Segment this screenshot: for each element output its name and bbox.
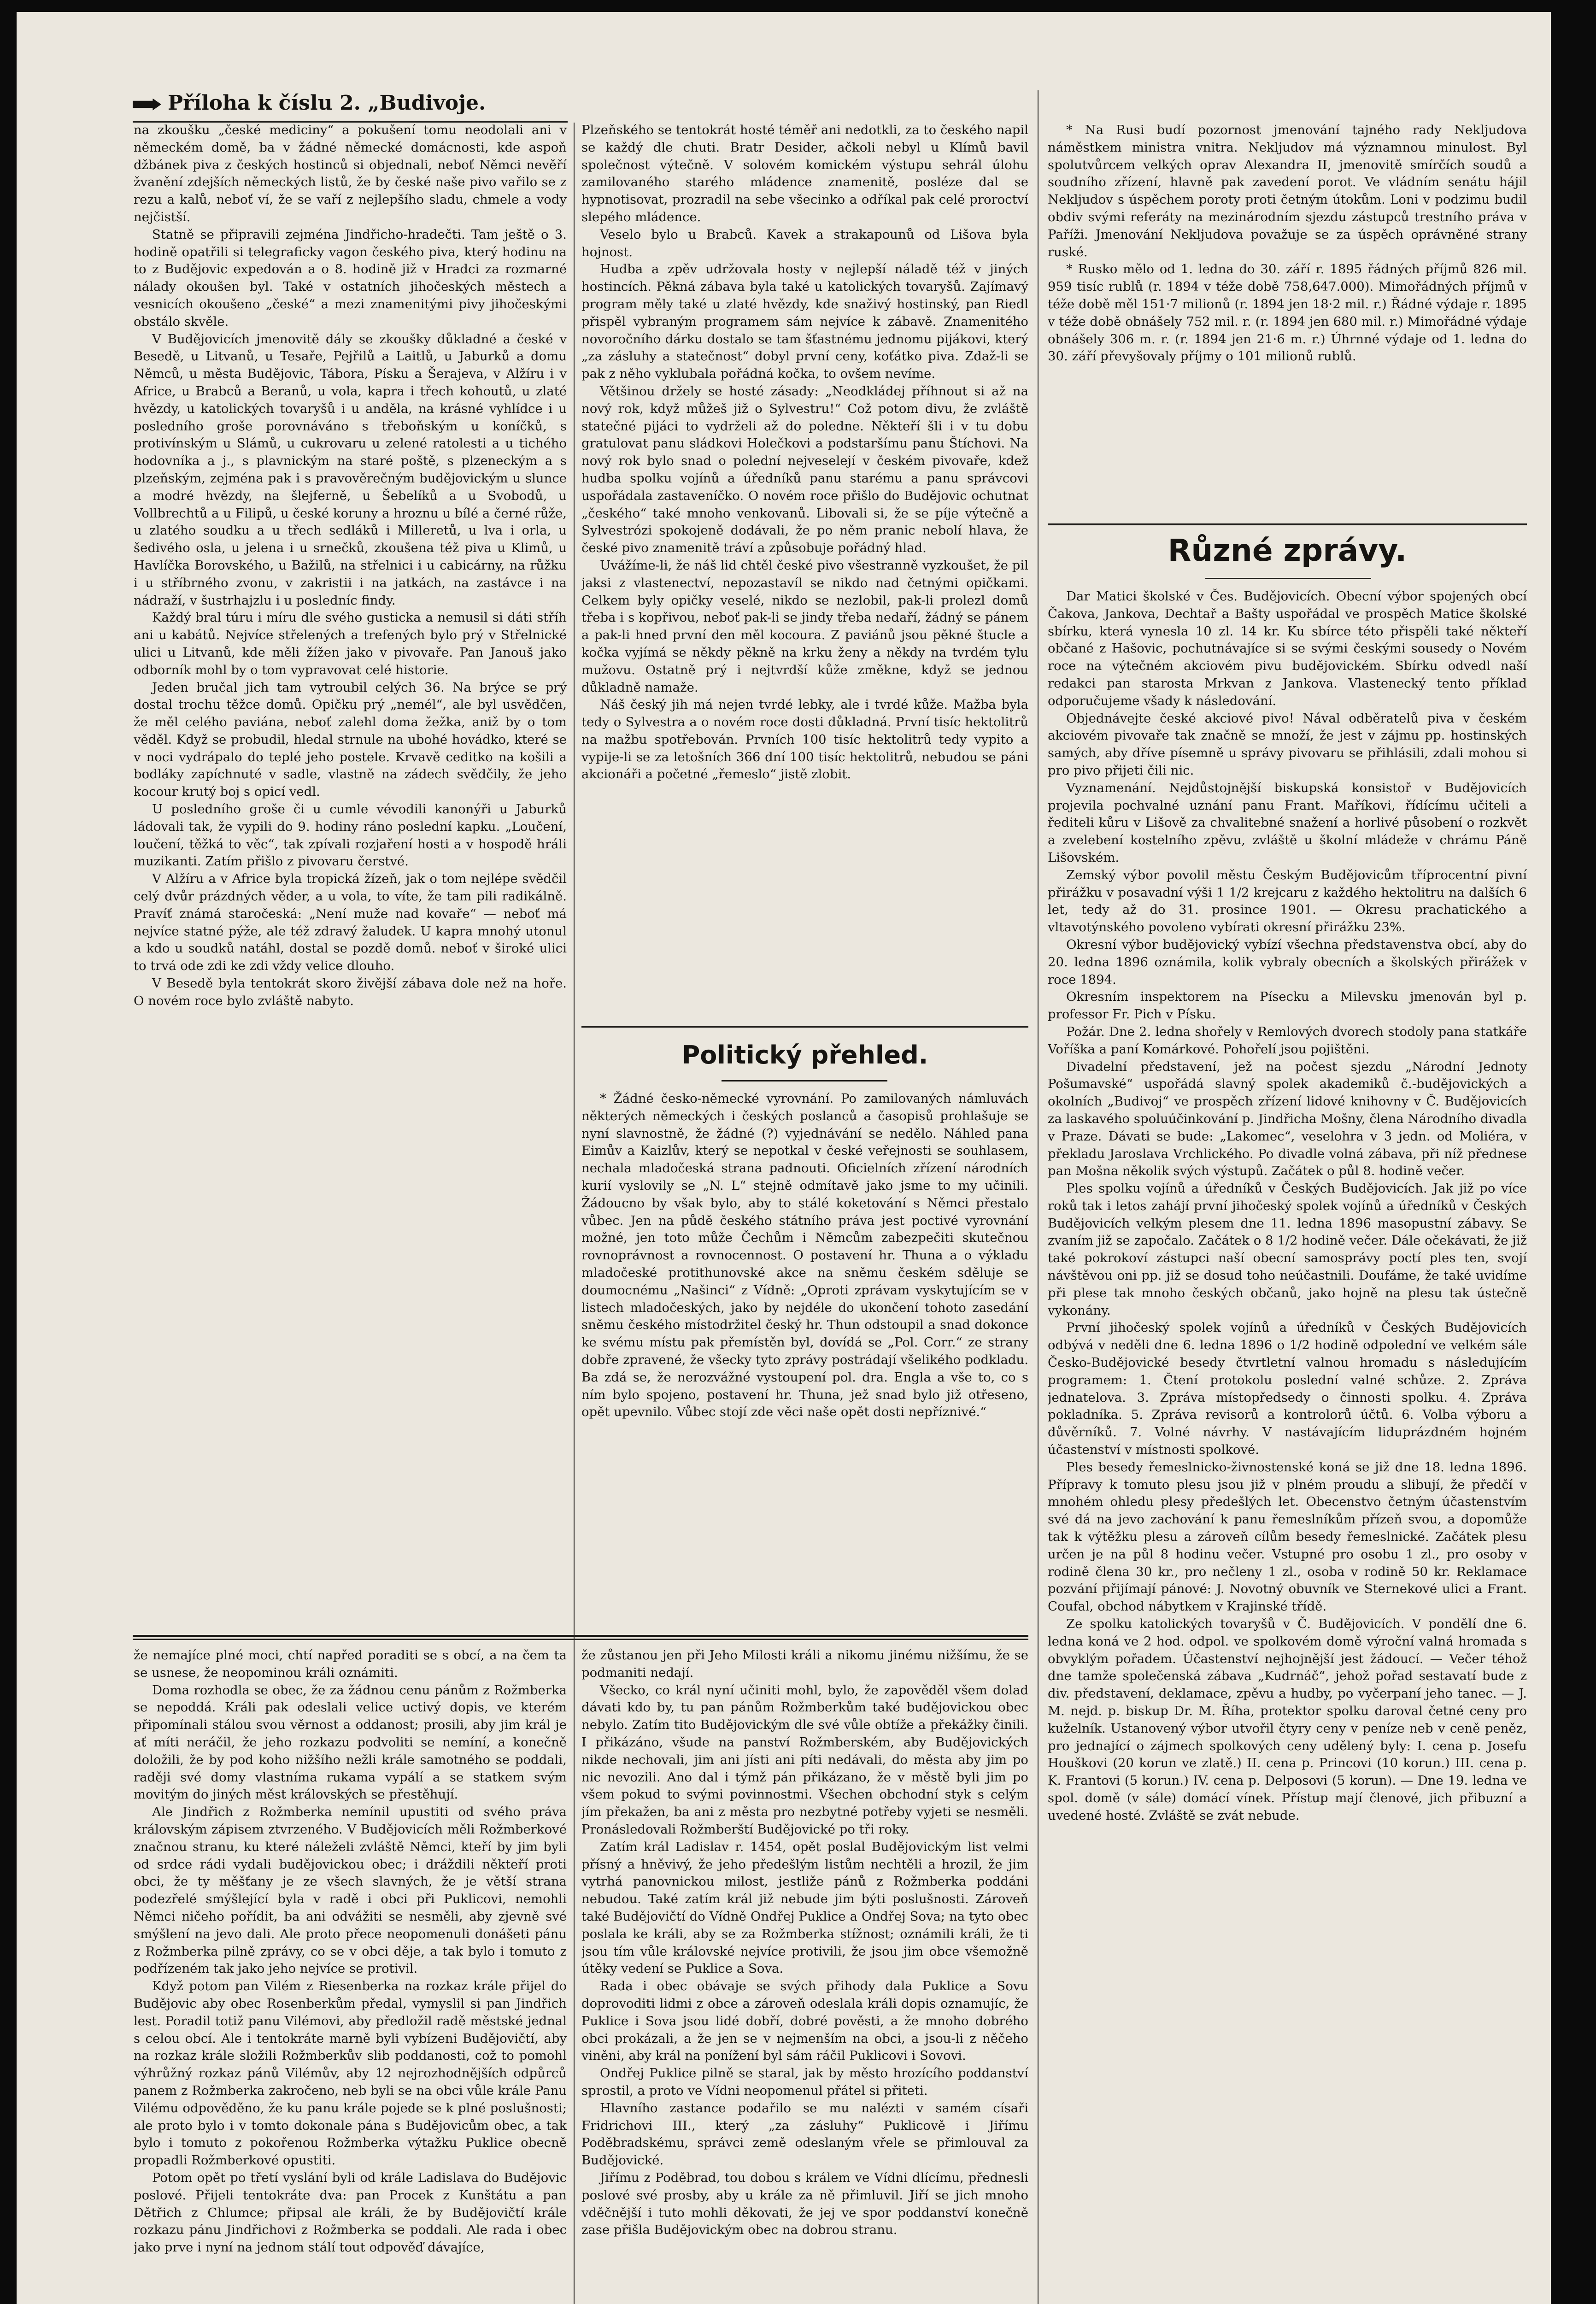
paragraph: Ale Jindřich z Rožmberka nemínil upustiti od svého práva královským zápisem ztvrzeného. V Budějovicích měli Rožmberkové značnou stranu, ku které náleželi zvláště Němci, kteří by jim byli od srdce rádi vydali budějovickou obec; i dráždili někteří proti obci, že ty měšťany je ze všech slavných, že je větší strana podezřelé smýšlející byla v radě i obci při Puklicovi, nemohli Němci ničeho pořídit, ba ani odvážiti se nesměli, aby zjevně své smýšlení na jevo dali. Ale proto přece neopomenuli donášeti pánu z Rožmberka pilně zprávy, co se v obci děje, a tak bylo i tomuto z podřízeném tak jako jeho nejvíce se protivil.: [134, 1804, 567, 1976]
politics-column: [581, 1090, 1028, 1625]
paragraph: že nemajíce plné moci, chtí napřed poraditi se s obcí, a na čem ta se usnese, že neopominou králi oznámiti.: [134, 1648, 567, 1680]
section-rule: [1048, 523, 1527, 525]
paragraph: Většinou držely se hosté zásady: „Neodkládej příhnout si až na nový rok, když můžeš již o Sylvestru!“ Což potom divu, že zvláště statečné pijáci to vydrželi až do poledne. Někteří šli i v tu dobu gratulovat panu sládkovi Holečkovi a podstaršímu panu Štíchovi. Na nový rok bylo snad o polední nejveselejí v českém pivovaře, kdež hudba spolku vojínů a úředníků panu starému a panu správcovi uspořádala zastaveníčko. O novém roce přišlo do Budějovic ochutnat „českého“ také mnoho venkovanů. Libovali si, že se píje výtečně a Sylvestrózi spokojeně dodávali, že po něm pranic nebolí hlava, že české pivo znamenitě tráví a způsobuje pořádný hlad.: [581, 383, 1028, 556]
paragraph: Zatím král Ladislav r. 1454, opět poslal Budějovickým list velmi přísný a hněvivý, že jeho předešlým listům nechtěli a hrozil, že jim vytrhá panovnickou milost, jestliže pánů z Rožmberka poddáni nebudou. Také zatím král již nebude jim býti poslušnosti. Zároveň také Budějovičtí do Vídně Ondřej Puklice a Ondřej Sova; na tyto obec poslala ke králi, aby se za Rožmberka stížnost; oznámili králi, že ti jsou tím vůle královské nejvíce protivili, že jsou jim obce všemožně útěky vedení se Puklice a Sova.: [581, 1839, 1028, 1976]
news-item: Divadelní představení, jež na počest sjezdu „Národní Jednoty Pošumavské“ uspořádá slavný spolek akademiků č.-budějovických a okolních „Budivoj“ ve prospěch zřízení lidové knihovny v Č. Budějovicích za laskavého spoluúčinkování p. Jindřicha Mošny, člena Národního divadla v Praze. Dávati se bude: „Lakomec“, veselohra v 3 jedn. od Moliéra, v překladu Jaroslava Vrchlického. Po divadle volná zábava, při níž přednese pan Mošna několik svých výstupů. Začátek o půl 8. hodině večer.: [1048, 1059, 1527, 1179]
paragraph: Uvážíme-li, že náš lid chtěl české pivo všestranně vyzkoušet, že pil jaksi z vlastenectví, nepozastavíl se nikdo nad četnými opičkami. Celkem byly opičky veselé, nikdo se nezlobil, pak-li prolezl domů třeba i s kopřivou, neboť pak-li se jindy třeba nedaří, žádný se pánem a pak-li hned první den měl kocoura. Z paviánů jsou pěkné štucle a kočka vyjímá se někdy pěkně na krku ženy a někdy na tvrdém tylu mužovu. Ostatně prý i nejtvrdší kůže změkne, když se jednou důkladně namaže.: [581, 558, 1028, 695]
newspaper-page: [17, 12, 1551, 2304]
news-item: Vyznamenání. Nejdůstojnější biskupská konsistoř v Budějovicích projevila pochvalné uznání panu Frant. Maříkovi, řídícímu učiteli a řediteli kůru v Lišově za chvalitebné snažení a horlivé působení o rozkvět a zvelebení kostelního zpěvu, zvláště u školní mládeže v chrámu Páně Lišovském.: [1048, 780, 1527, 865]
news-item: Okresním inspektorem na Písecku a Milevsku jmenován byl p. professor Fr. Pich v Písku.: [1048, 989, 1527, 1022]
news-item: Ples spolku vojínů a úředníků v Českých Budějovicích. Jak již po více roků tak i letos zahájí první jihočeský spolek vojínů a úředníků v Českých Budějovicích velkým plesem dne 11. ledna 1896 masopustní zábavy. Se zvaním již se započalo. Začátek o 8 1/2 hodině večer. Dále očekávati, že již také pokrokoví zástupci naší obecní samosprávy poctí ples ten, svojí návštěvou oni pp. již se dosud toho neúčastnili. Doufáme, že také uvidíme při plese tak mnoho českých občanů, jako hojně na plesu tak ústečně vykonány.: [1048, 1181, 1527, 1318]
section-rule: [581, 1026, 1028, 1028]
paragraph: Jiřímu z Poděbrad, tou dobou s králem ve Vídni dlícímu, přednesli poslové své prosby, aby u krále za ně přimluvil. Jiří se jich mnoho vděčnější i tuto mohli děkovati, že jej ve spor poddanství konečně zase přišla Budějovickým obec na dobrou stranu.: [581, 2170, 1028, 2238]
header-title: Příloha k číslu 2. „Budivoje.: [168, 91, 486, 115]
politics-title: Politický přehled.: [681, 1040, 928, 1070]
paragraph: že zůstanou jen při Jeho Milosti králi a nikomu jinému nižšímu, že se podmaniti nedají.: [581, 1648, 1028, 1680]
paragraph: Plzeňského se tentokrát hosté téměř ani nedotkli, za to českého napil se každý dle chuti. Bratr Desider, ačkoli nebyl u Klímů bavil společnost výtečně. V solovém komickém výstupu sehrál úlohu zamilovaného starého mládence znamenitě, posléze dal se hypnotisovat, prozradil na sebe všecinko a odříkal pak celé proroctví slepého mládence.: [581, 123, 1028, 224]
paragraph: Jeden bručal jich tam vytroubil celých 36. Na brýce se prý dostal trochu těžce domů. Opičku prý „nemél“, ale byl usvědčen, že měl celého paviána, neboť zalehl doma žežka, aniž by o tom věděl. Když se probudil, hledal strnule na ubohé hovádko, které se v noci vydrápalo do teplé jeho postele. Krvavě ceditko na košili a bodláky zapíchnuté v sadle, vlastně na zádech svědčily, že jeho kocour krutý boj s opicí vedl.: [134, 680, 567, 799]
paragraph: Doma rozhodla se obec, že za žádnou cenu pánům z Rožmberka se nepoddá. Králi pak odeslali velice uctivý dopis, ve kterém připomínali stálou svou věrnost a oddanost; prosili, aby jim král je ať míti neráčil, že jeho rozkazu podvoliti se nemíní, a konečně doložili, že by pod koho nižšího nežli krále samotného se poddali, raději své domy vlastníma rukama vypálí a se statkem svým movitým do jiných měst královských se přestěhují.: [134, 1682, 567, 1802]
paragraph: V Alžíru a v Africe byla tropická žízeň, jak o tom nejlépe svědčil celý dvůr prázdných věder, a u vola, to víte, že tam pili radikálně. Pravíť známá staročeská: „Není muže nad kovaře“ — neboť má nejvíce statné pýže, ale též zdravý žaludek. U kapra mnohý utonul a kdo u soudků natáhl, dostal se pozdě domů. neboť v široké ulici to trvá ode zdi ke zdi vždy velice dlouho.: [134, 871, 567, 974]
news-item: První jihočeský spolek vojínů a úředníků v Českých Budějovicích odbývá v neděli dne 6. ledna 1896 o 1/2 hodině odpolední ve velkém sále Česko-Budějovické besedy čtvrtletní valnou hromadu s následujícím programem: 1. Čtení protokolu poslední valné schůze. 2. Zpráva jednatelova. 3. Zpráva místopředsedy o činnosti spolku. 4. Zpráva pokladníka. 5. Zpráva revisorů a kontrolorů účtů. 6. Volba výboru a důvěrníků. 7. Volné návrhy. V nastávajícím liduprázdném hojném účastenství v místnosti spolkové.: [1048, 1320, 1527, 1458]
paragraph: Když potom pan Vilém z Riesenberka na rozkaz krále přijel do Budějovic aby obec Rosenberkům předal, vymyslil si pan Jindřich lest. Poradil totiž panu Vilémovi, aby předložil radě městské jednal s celou obcí. Ale i tentokráte marně byli vybízeni Budějovičtí, aby na rozkaz krále složili Rožmberkův slib poddanosti, což to pomohl výhrůžný rozkaz pánů Vilémův, aby 12 nejrozhodnějších odpůrců panem z Rožmberka zakročeno, neb byli se na obci vůle krále Panu Vilému odpověděno, že ku panu krále pojede se k plné poslušnosti; ale proto bylo i v tomto dokonale pána s Budějovicům obec, a tak bylo i tomuto z pokořenou Rožmberka výtažku Puklice obecně propadli Rožmberkové opustiti.: [134, 1979, 567, 2168]
paragraph: Potom opět po třetí vyslání byli od krále Ladislava do Budějovic poslové. Přijeli tentokráte dva: pan Procek z Kunštátu a pan Dětřich z Chlumce; připsal ale králi, že by Budějovičtí krále rozkazu pánu Jindřichovi z Rožmberka se poddali. Ale rada i obec jako prve i nyní na jednom stálí tout odpověď dávajíce,: [134, 2170, 567, 2255]
paragraph: Veselo bylo u Brabců. Kavek a strakapounů od Lišova byla hojnost.: [581, 227, 1028, 259]
news-title: Různé zprávy.: [1168, 533, 1407, 568]
news-item: Požár. Dne 2. ledna shořely v Remlových dvorech stodoly pana statkáře Voříška a paní Komárkové. Pohořelí jsou pojištěni.: [1048, 1024, 1527, 1057]
paragraph: Ondřej Puklice pilně se staral, jak by město hrozícího poddanství sprostil, a proto ve Vídni neopomenul přátel si přiteti.: [581, 2066, 1028, 2098]
news-item: Objednávejte české akciové pivo! Nával odběratelů piva v českém akciovém pivovaře tak značně se množí, že jest v zájmu pp. hostinských samých, aby dříve písemně u správy pivovaru se přihlásili, zdali mohou si pro pivo přijeti čili nic.: [1048, 711, 1527, 778]
pointing-hand-icon: [133, 99, 161, 111]
paragraph: Rada i obec obávaje se svých přihody dala Puklice a Sovu doprovoditi lidmi z obce a zároveň odeslala králi dopis oznamujíc, že Puklice i Sova jsou lidé dobří, dobré pověsti, a že mnoho dobrého obci prokázali, a že jen se v nejmenším na obci, a jsou-li z něčeho viněni, aby král na ponížení byl sám ráčil Puklicovi i Sovovi.: [581, 1979, 1028, 2063]
feuilleton-rule: [133, 1639, 1028, 1640]
news-item: Ze spolku katolických tovaryšů v Č. Budějovicích. V pondělí dne 6. ledna koná ve 2 hod. odpol. ve spolkovém domě výroční valná hromada s obvyklým pořadem. Účastenství nejhojnější jest žádoucí. — Večer téhož dne tamže společenská zábava „Kudrnáč“, jehož pořad sestavatí bude z div. představení, deklamace, zpěvu a hudby, po vyčerpaní jeho tanec. — J. M. nejd. p. biskup Dr. M. Říha, protektor spolku daroval četné ceny pro kuželník. Ustanovený výbor utvořil čtyry ceny v peníze neb v ceně peněz, pro jednající o zájmech spolkových ceny udělený byly: I. cena p. Josefu Houškovi (20 korun ve zlatě.) II. cena p. Princovi (10 korun.) III. cena p. K. Frantovi (5 korun.) IV. cena p. Delposovi (5 korun). — Dne 19. ledna ve spol. domě (v sále) domácí vínek. Přístup mají členové, jich přibuzní a uvedené hosté. Zvláště se zvát nebude.: [1048, 1616, 1527, 1823]
column-divider: [1038, 90, 1039, 2304]
page-header: [133, 91, 570, 119]
column-divider: [574, 123, 575, 2304]
news-item: Ples besedy řemeslnicko-živnostenské koná se již dne 18. ledna 1896. Přípravy k tomuto plesu jsou již v plném proudu a slibují, že předčí v mnohém ohledu plesy předešlých let. Obecenstvo četným účastenstvím své dá na jevo zachování k panu řemeslníkům přízeň svou, a dopomůže tak k výtěžku plesu a zároveň cílům besedy řemeslnické. Začátek plesu určen je na půl 8 hodinu večer. Vstupné pro osobu 1 zl., pro osoby v rodině člena 30 kr., pro nečleny 1 zl., osoba v rodině 50 kr. Reklamace pozvání přijímají pánové: J. Novotný obuvník ve Sternekové ulici a Frant. Coufal, obchod nábytkem v Krajinské třídě.: [1048, 1459, 1527, 1614]
feuilleton-column-2: [581, 1647, 1028, 2304]
paragraph: Hlavního zastance podařilo se mu nalézti v samém císaři Fridrichovi III., který „za zásluhy“ Puklicově i Jiřímu Poděbradskému, správci země odeslaným vřele se přimlouval za Budějovické.: [581, 2100, 1028, 2168]
title-underline: [722, 1080, 887, 1081]
feuilleton-column-1: [134, 1647, 567, 2304]
paragraph: Každý bral túru i míru dle svého gusticka a nemusil si dáti stříh ani u kabátů. Nejvíce střelených a trefených bylo prý v Střelnické ulici u Litvanů, kde měli žížen jako v pivovaře. Pan Janouš jako odborník mohl by o tom vypravovat celé historie.: [134, 610, 567, 677]
column-2-top: [581, 122, 1028, 1025]
paragraph: Statně se připravili zejména Jindřicho-hradečti. Tam ještě o 3. hodině opatřili si telegraficky vagon českého piva, který hodinu na to z Budějovic expedován a o 8. hodině již v Hradci za rozmarné nálady okoušen byl. Také v ostatních jihočeských městech a vesnicích okoušeno „české“ a mezi znamenitými pivy jihočeskými obstálo skvěle.: [134, 227, 567, 329]
paragraph: * Rusko mělo od 1. ledna do 30. září r. 1895 řádných příjmů 826 mil. 959 tisíc rublů (r. 1894 v téže době 758,647.000). Mimořádných příjmů v téže době měl 151·7 milionů (r. 1894 jen 18·2 mil. r.) Řádné výdaje r. 1895 v téže době obnášely 752 mil. r. (r. 1894 jen 680 mil. r.) Mimořádné výdaje obnášely 306 m. r. (r. 1894 jen 21·6 m. r.) Úhrnné výdaje od 1. ledna do 30. září převyšovaly příjmy o 101 milionů rublů.: [1048, 262, 1527, 364]
news-item: Okresní výbor budějovický vybízí všechna představenstva obcí, aby do 20. ledna 1896 oznámila, kolik vybraly obecních a školských přirážek v roce 1894.: [1048, 937, 1527, 987]
paragraph: na zkoušku „české mediciny“ a pokušení tomu neodolali ani v německém domě, ba v žádné německé domácnosti, kde aspoň džbánek piva z českých hostinců si objednali, neboť Němci nevěří žvanění zdejších německých listů, že by české naše pivo vařilo se z rezu a kalů, neboť ví, že se vaří z nejlepšího sladu, chmele a vody nejčistší.: [134, 123, 567, 224]
paragraph: Všecko, co král nyní učiniti mohl, bylo, že zapověděl všem dolad dávati kdo by, tu pan pánům Rožmberkům také budějovickou obec nebylo. Zatím tito Budějovickým dle své vůle obtíže a překážky činili. I přikázáno, všude na panství Rožmberském, aby Budějovických nikde nechovali, jim ani jísti ani píti nedávali, do města aby jim po nic nevozili. Ano dal i týmž pán přikázano, že v městě byli jim po všem pokud to svými povinnostmi. Všechen obchodní styk s celým jím překažen, ba ani z města pro nezbytné potřeby vyjeti se nesměli. Pronásledovali Rožmberští Budějovické po tři roky.: [581, 1682, 1028, 1837]
paragraph: * Žádné česko-německé vyrovnání. Po zamilovaných námluvách některých německých i českých poslanců a časopisů prohlašuje se nyní slavnostně, že žádné (?) vyjednávání se nedělo. Náhled pana Eimův a Kaizlův, který se nepotkal v české veřejnosti se souhlasem, nechala mladočeská strana padnouti. Oficielních zřízení národních kurií vyslovily se „N. L“ stejně odmítavě jako jsme to my učinili. Žádoucno by však bylo, aby to stálé koketování s Němci přestalo vůbec. Jen na půdě českého státního práva jest poctivé vyrovnání možné, jen toto může Čechům i Němcům zabezpečiti skutečnou rovnoprávnost a rovnocennost. O postavení hr. Thuna a o výkladu mladočeské protithunovské akce na sněmu českém sděluje se doumocnému „Našinci“ z Vídně: „Oproti zprávam vyskytujícím se v listech mladočeských, jako by nejdéle do ukončení tohoto zasedání sněmu českého místodržitel český hr. Thun odstoupil a snad dokonce ke svému místu pak přemístěn byl, dovídá se „Pol. Corr.“ ze strany dobře zpravené, že všecky tyto zprávy postrádají všelikého podkladu. Ba zdá se, že nerozvážné vystoupení pol. dra. Engla a vše to, co s ním bylo spojeno, postavení hr. Thuna, jež snad bylo již otřeseno, opět upevnilo. Vůbec stojí zde věci naše opět dosti nepříznivé.“: [581, 1091, 1028, 1420]
column-1-top: [134, 122, 567, 1624]
news-item: Dar Matici školské v Čes. Budějovicích. Obecní výbor spojených obcí Čakova, Jankova, Dechtař a Bašty uspořádal ve prospěch Matice školské sbírku, která vynesla 10 zl. 14 kr. Ku sbírce této přispěli také někteří občané z Hašovic, pochutnávajíce si se svými českými sousedy o Novém roce na výtečném akciovém pivu budějovickém. Sbírku odvedl naší redakci pan starosta Mrkvan z Jankova. Vlastenecký tento příklad odporučujeme všady k následování.: [1048, 589, 1527, 708]
news-item: Zemský výbor povolil městu Českým Budějovicům tříprocentní pivní přirážku v posavadní výši 1 1/2 krejcaru z každého hektolitru na dalších 6 let, tedy až do 31. prosince 1901. — Okresu prachatického a vltavotýnského povoleno vybírati okresní přirážku 23%.: [1048, 867, 1527, 935]
column-3-top: [1048, 122, 1527, 527]
news-column: [1048, 588, 1527, 2304]
title-underline: [1205, 578, 1371, 579]
paragraph: V Budějovicích jmenovitě dály se zkoušky důkladné a české v Besedě, u Litvanů, u Tesaře, Pejřilů a Laitlů, u Jaburků a domu Němců, u města Budějovic, Tábora, Písku a Šerajeva, v Alžíru i v Africe, u Brabců a Beranů, u vola, kapra i třech kohoutů, u zlaté hvězdy, u katolických tovaryšů i u anděla, na krásné vyhlídce i u posledního groše porovnáváno s třeboňským u koníčků, s protivínským u Slámů, u cukrovaru u zelené ratolesti a u tichého hodovníka a j., s plavnickým na staré poště, s plzeneckým a s plzeňským, zejména pak i s pravověrečným budějovickým u slunce a modré hvězdy, na šlejferně, u Šebelíků a u Svobodů, u Vollbrechtů a u Filipů, u české koruny a hroznu u bílé a černé růže, u zlatého soudku a u třech sedláků i Milleretů, u lva i orla, u šedivého osla, u jelena i u srnečků, zkoušena též piva u Klimů, u Havlíčka Borovského, u Bažilů, na střelnici i u cabicárny, na růžku i u stříbrného zvonu, v zakristii i na jatkách, na zastávce i na nádraží, v šustrhajzlu i u posledníc findy.: [134, 331, 567, 608]
paragraph: * Na Rusi budí pozornost jmenování tajného rady Nekljudova náměstkem ministra vnitra. Nekljudov má významnou minulost. Byl spolutvůrcem velkých oprav Alexandra II, jmenovitě smírčích soudů a soudního zřízení, hlavně pak zavedení porot. Ve vládním senátu hájil Nekljudov s úspěchem poroty proti četným útokům. Loni v podzimu budil obdiv svými referáty na mezinárodním sjezdu zástupců trestního práva v Paříži. Jmenování Nekljudova považuje se za úspěch oprávněné strany ruské.: [1048, 123, 1527, 259]
paragraph: Náš český jih má nejen tvrdé lebky, ale i tvrdé kůže. Mažba byla tedy o Sylvestra a o novém roce dosti důkladná. První tisíc hektolitrů na mažbu spotřebován. Prvních 100 tisíc hektolitrů tedy vypito a vypije-li se za letošních 366 dní 100 tisíc hektolitrů, nebudou se páni akcionáři a početné „řemeslo“ jistě zlobit.: [581, 697, 1028, 782]
feuilleton-rule: [133, 1635, 1028, 1637]
paragraph: Hudba a zpěv udržovala hosty v nejlepší náladě též v jiných hostincích. Pěkná zábava byla také u katolických tovaryšů. Zajímavý program měly také u zlaté hvězdy, kde snaživý hostinský, pan Riedl přispěl vybraným programem sám nejvíce k zábavě. Znamenitého novoročního dárku dostalo se tam šťastnému jednomu pijákovi, který „za zásluhy a statečnost“ dobyl první ceny, koťátko piva. Zdaž-li se pak z něho vyklubala pořádná kočka, to ovšem nevíme.: [581, 262, 1028, 382]
paragraph: V Besedě byla tentokrát skoro živější zábava dole než na hoře. O novém roce bylo zvláště nabyto.: [134, 976, 567, 1008]
paragraph: U posledního groše či u cumle vévodili kanonýři u Jaburků ládovali tak, že vypili do 9. hodiny ráno poslední kapku. „Loučení, loučení, těžká to věc“, tak zpívali rozjaření hosti a v hospodě hráli muzikanti. Zatím přišlo z pivovaru čerstvé.: [134, 802, 567, 869]
